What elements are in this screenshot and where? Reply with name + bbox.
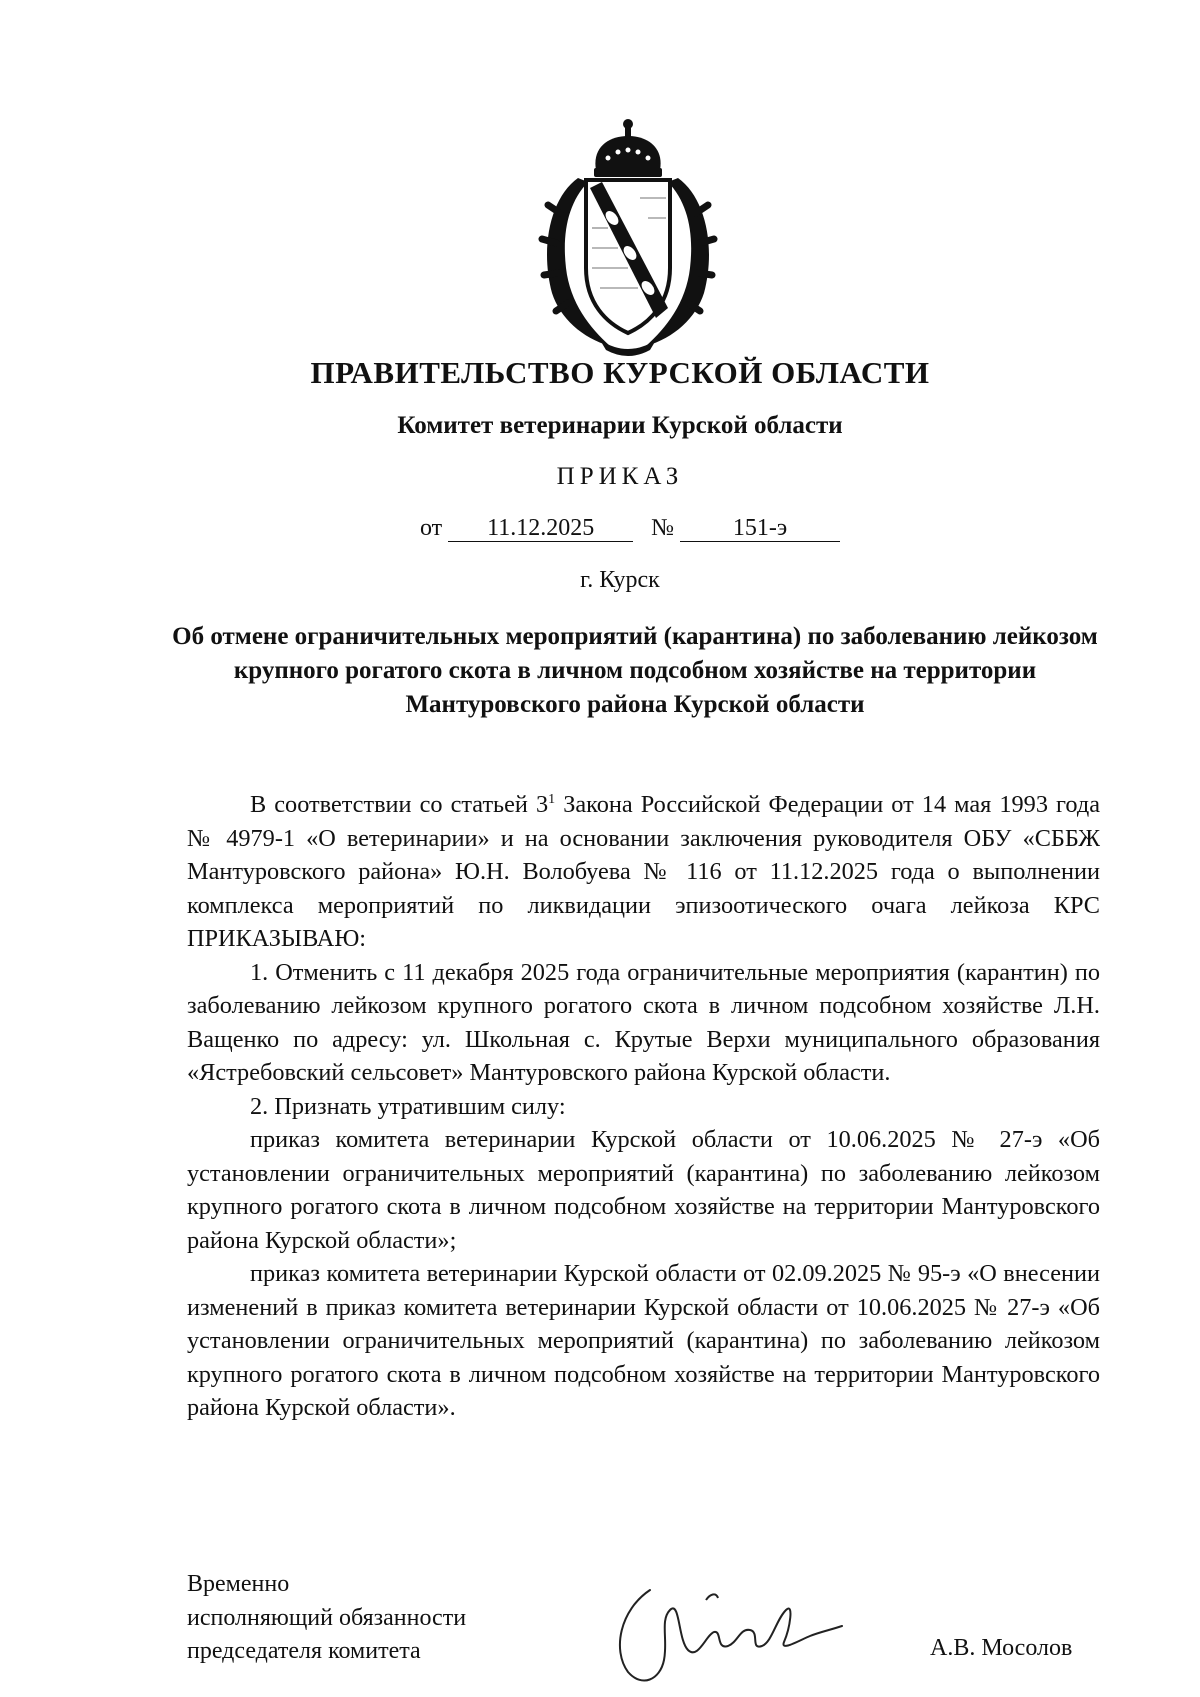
city: г. Курск — [580, 567, 660, 593]
handwritten-signature-icon — [610, 1580, 860, 1690]
order-date: 11.12.2025 — [448, 515, 633, 542]
item-2a-paragraph: приказ комитета ветеринарии Курской области от 10.06.2025 № 27-э «Об установлении ограничительных мероприятий (карантина) по заболеванию лейкозом крупного рогатого скота в личном подсобном хозяйстве на территории Мантуровского района Курской области»; — [187, 1126, 1100, 1254]
signatory-name: А.В. Мосолов — [930, 1635, 1073, 1661]
preamble-text-end: Закона Российской Федерации от 14 мая 1993 года № 4979-1 «О ветеринарии» и на основании заключения руководителя ОБУ «СББЖ Мантуровского района» Ю.Н. Волобуева № 116 от 11.12.2025 года о выполнении комплекса мероприятий по ликвидации эпизоотического очага лейкоза КРС ПРИКАЗЫВАЮ: — [187, 791, 1100, 952]
item-1-paragraph: 1. Отменить с 11 декабря 2025 года ограничительные мероприятия (карантин) по заболеванию лейкозом крупного рогатого скота в личном подсобном хозяйстве Л.Н. Ващенко по адресу: ул. Школьная с. Крутые Верхи муниципального образования «Ястребовский сельсовет» Мантуровского района Курской области. — [187, 958, 1100, 1086]
position-line-1: Временно — [187, 1571, 290, 1597]
item-2-paragraph: 2. Признать утратившим силу: — [250, 1092, 566, 1120]
item-2b-paragraph: приказ комитета ветеринарии Курской области от 02.09.2025 № 95-э «О внесении изменений в приказ комитета ветеринарии Курской области от 10.06.2025 № 27-э «Об установлении ограничительных мероприятий (карантина) по заболеванию лейкозом крупного рогатого скота в личном подсобном хозяйстве на территории Мантуровского района Курской области». — [187, 1260, 1100, 1421]
preamble-text-start: В соответствии со статьей 3 — [250, 791, 549, 818]
committee-name: Комитет ветеринарии Курской области — [397, 412, 843, 439]
position-line-2: исполняющий обязанности — [187, 1604, 467, 1631]
position-line-3: председателя комитета — [187, 1638, 421, 1664]
date-number-line — [420, 515, 840, 542]
document-type: ПРИКАЗ — [556, 463, 684, 490]
order-subject: Об отмене ограничительных мероприятий (карантина) по заболеванию лейкозом крупного рогатого скота в личном подсобном хозяйстве на территории Мантуровского района Курской области — [172, 623, 1098, 718]
date-prefix: от — [420, 515, 443, 541]
government-title: ПРАВИТЕЛЬСТВО КУРСКОЙ ОБЛАСТИ — [310, 355, 930, 390]
order-body — [187, 788, 1100, 1425]
preamble-paragraph — [187, 788, 1100, 956]
coat-of-arms-icon — [530, 118, 726, 358]
signatory-position — [187, 1568, 466, 1669]
preamble-superscript: 1 — [548, 791, 556, 807]
order-number: 151-э — [680, 515, 840, 542]
number-prefix: № — [651, 515, 675, 541]
